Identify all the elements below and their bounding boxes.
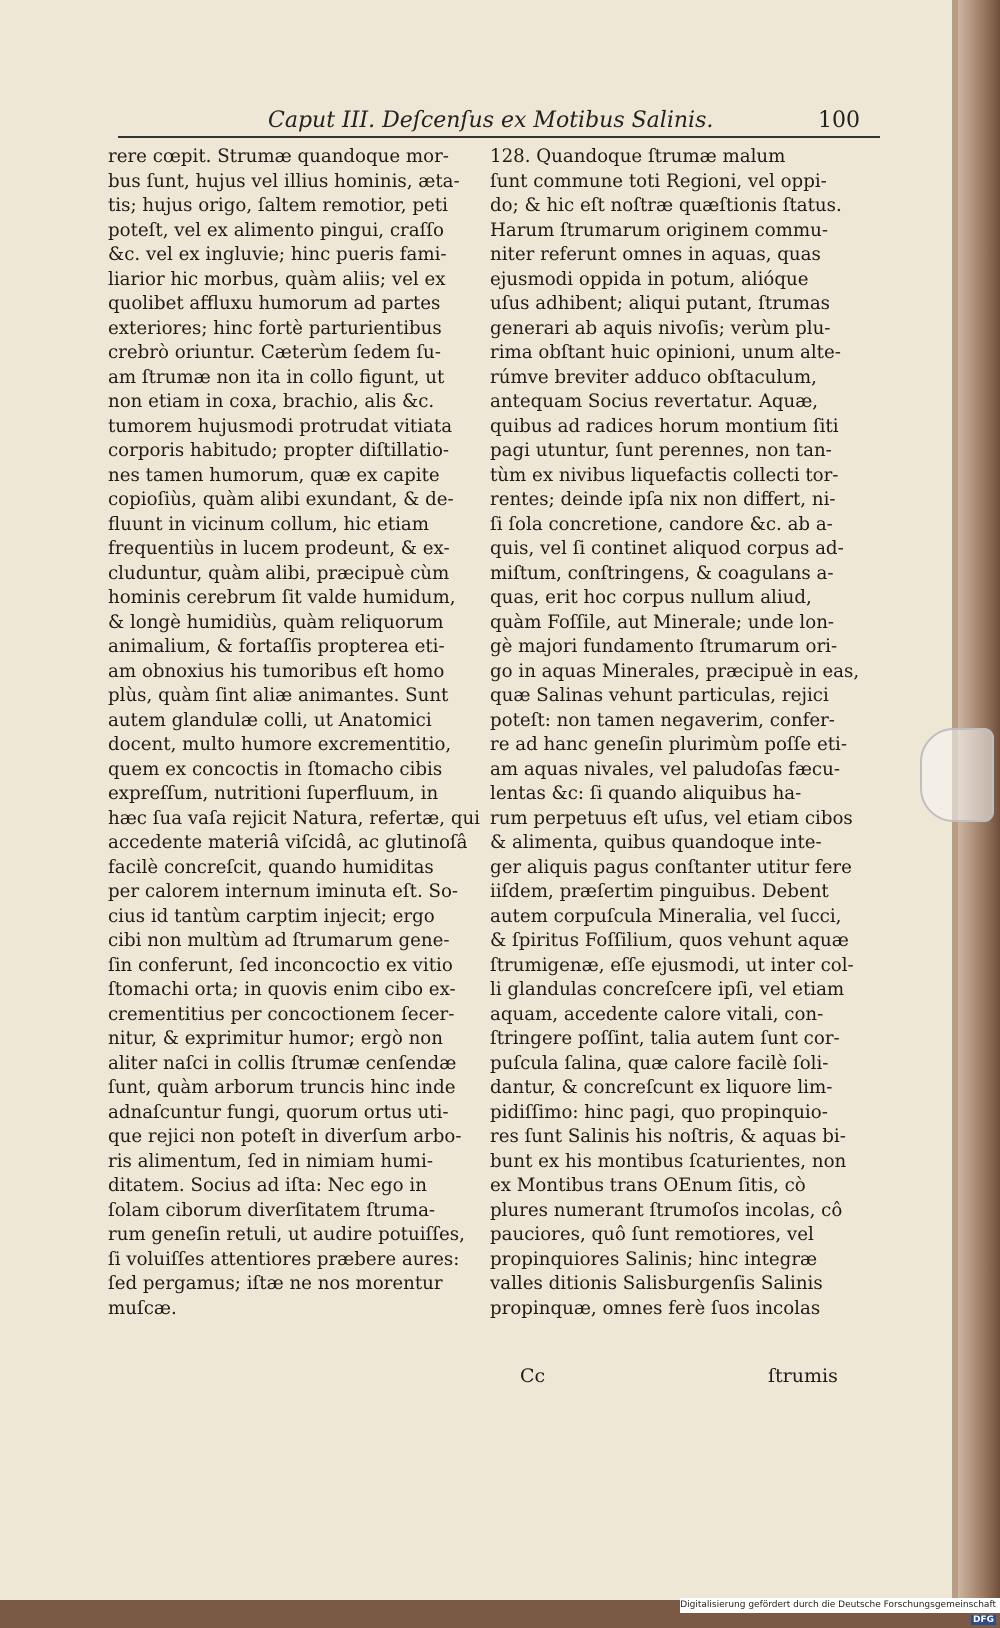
text-line: quis, vel ſi continet aliquod corpus ad- <box>490 538 844 559</box>
text-line: dantur, & concreſcunt ex liquore lim- <box>490 1077 833 1098</box>
text-line: am aquas nivales, vel paludoſas fæcu- <box>490 758 840 780</box>
dfg-logo: DFG <box>972 1615 994 1625</box>
text-line: ſunt, quàm arborum truncis hinc inde <box>108 1077 456 1098</box>
text-line: pagi utuntur, ſunt perennes, non tan- <box>490 440 832 461</box>
running-header <box>118 100 878 140</box>
text-line: fluunt in vicinum collum, hic etiam <box>108 513 429 535</box>
text-line: &c. vel ex ingluvie; hinc pueris fami- <box>108 244 447 265</box>
text-line: tùm ex nivibus liquefactis collecti tor- <box>490 464 839 486</box>
text-line: bunt ex his montibus ſcaturientes, non <box>490 1150 847 1172</box>
text-line: autem corpuſcula Mineralia, vel ſucci, <box>490 905 842 927</box>
text-line: poteſt, vel ex alimento pingui, craſſo <box>108 219 444 241</box>
text-line: nitur, & exprimitur humor; ergò non <box>108 1028 443 1049</box>
text-line: ex Montibus trans OEnum ſitis, cò <box>490 1175 806 1196</box>
text-line: ſolam ciborum diverſitatem ſtruma- <box>108 1199 436 1221</box>
text-line: facilè concreſcit, quando humiditas <box>108 856 434 878</box>
text-line: gè majori fundamento ſtrumarum ori- <box>490 636 838 657</box>
text-line: muſcæ. <box>108 1297 177 1319</box>
text-line: accedente materiâ viſcidâ, ac glutinoſâ <box>108 832 468 853</box>
text-line: animalium, & fortaſſis propterea eti- <box>108 636 445 657</box>
text-line: li glandulas concreſcere ipſi, vel etiam <box>490 979 845 1000</box>
text-line: 128. Quandoque ſtrumæ malum <box>490 146 786 167</box>
signature-mark: Cc <box>520 1365 546 1387</box>
text-line: bus ſunt, hujus vel illius hominis, æta- <box>108 170 460 192</box>
text-line: pidiſſimo: hinc pagi, quo propinquio- <box>490 1101 828 1123</box>
digitization-footer <box>680 1598 1000 1625</box>
text-line: rúmve breviter adduco obſtaculum, <box>490 366 817 388</box>
text-line: nes tamen humorum, quæ ex capite <box>108 464 440 486</box>
text-line: am ſtrumæ non ita in collo figunt, ut <box>108 366 445 388</box>
text-line: uſus adhibent; aliqui putant, ſtrumas <box>490 293 831 314</box>
text-line: cluduntur, quàm alibi, præcipuè cùm <box>108 562 450 584</box>
text-line: rum geneſin retuli, ut audire potuiſſes, <box>108 1224 465 1245</box>
text-line: aquam, accedente calore vitali, con- <box>490 1003 824 1025</box>
text-line: autem glandulæ colli, ut Anatomici <box>108 709 432 731</box>
text-line: propinquiores Salinis; hinc integræ <box>490 1248 818 1270</box>
text-line: re ad hanc geneſin plurimùm poſſe eti- <box>490 734 847 755</box>
text-line: hominis cerebrum ſit valde humidum, <box>108 587 456 608</box>
text-line: corporis habitudo; propter diſtillatio- <box>108 440 450 461</box>
right-column <box>490 145 870 1321</box>
catchword: ſtrumis <box>768 1365 838 1387</box>
text-line: exteriores; hinc fortè parturientibus <box>108 317 442 339</box>
text-line: plùs, quàm ſint aliæ animantes. Sunt <box>108 685 449 706</box>
text-line: ſtrumigenæ, eſſe ejusmodi, ut inter col- <box>490 954 854 976</box>
text-line: docent, multo humore excrementitio, <box>108 734 452 755</box>
text-line: ſed pergamus; iſtæ ne nos morentur <box>108 1273 443 1294</box>
text-line: Harum ſtrumarum originem commu- <box>490 219 829 241</box>
text-line: lentas &c: ſi quando aliquibus ha- <box>490 783 802 804</box>
text-line: niter referunt omnes in aquas, quas <box>490 244 821 265</box>
text-line: ejusmodi oppida in potum, alióque <box>490 268 809 290</box>
text-line: copioſiùs, quàm alibi exundant, & de- <box>108 489 454 510</box>
text-line: quibus ad radices horum montium ſiti <box>490 415 839 437</box>
text-line: ris alimentum, ſed in nimiam humi- <box>108 1150 433 1172</box>
text-line: tumorem hujusmodi protrudat vitiata <box>108 415 453 437</box>
text-line: go in aquas Minerales, præcipuè in eas, <box>490 660 860 682</box>
text-line: iiſdem, præſertim pinguibus. Debent <box>490 881 829 902</box>
text-line: & alimenta, quibus quandoque inte- <box>490 832 822 853</box>
text-line: rum perpetuus eſt uſus, vel etiam cibos <box>490 807 853 829</box>
text-line: propinquæ, omnes ferè ſuos incolas <box>490 1297 821 1319</box>
text-line: quas, erit hoc corpus nullum aliud, <box>490 587 812 608</box>
text-line: rima obſtant huic opinioni, unum alte- <box>490 342 841 363</box>
text-line: valles ditionis Salisburgenſis Salinis <box>490 1273 823 1294</box>
text-line: ditatem. Socius ad iſta: Nec ego in <box>108 1175 427 1196</box>
text-line: frequentiùs in lucem prodeunt, & ex- <box>108 538 450 559</box>
text-line: que rejici non poteſt in diverſum arbo- <box>108 1126 462 1147</box>
running-title: Caput III. Deſcenſus ex Motibus Salinis. <box>268 108 714 133</box>
text-line: cibi non multùm ad ſtrumarum gene- <box>108 930 450 951</box>
text-line: ſunt commune toti Regioni, vel oppi- <box>490 170 827 192</box>
header-rule <box>118 136 880 138</box>
left-column <box>108 145 488 1321</box>
text-line: generari ab aquis nivoſis; verùm plu- <box>490 317 831 339</box>
text-line: tis; hujus origo, ſaltem remotior, peti <box>108 195 448 216</box>
text-line: quæ Salinas vehunt particulas, rejici <box>490 685 829 706</box>
text-line: plures numerant ſtrumoſos incolas, cô <box>490 1199 843 1221</box>
text-line: & ſpiritus Foſſilium, quos vehunt aquæ <box>490 930 849 951</box>
text-line: liarior hic morbus, quàm aliis; vel ex <box>108 268 446 290</box>
text-line: aliter naſci in collis ſtrumæ cenſendæ <box>108 1052 457 1074</box>
text-line: per calorem internum iminuta eſt. So- <box>108 881 459 902</box>
text-line: pauciores, quô ſunt remotiores, vel <box>490 1224 814 1245</box>
text-line: ſi ſola concretione, candore &c. ab a- <box>490 513 833 535</box>
text-line: hæc ſua vaſa rejicit Natura, refertæ, qui <box>108 807 480 829</box>
text-line: miſtum, conſtringens, & coagulans a- <box>490 562 834 584</box>
text-line: non etiam in coxa, brachio, alis &c. <box>108 391 435 412</box>
text-line: quolibet affluxu humorum ad partes <box>108 293 441 314</box>
text-line: ſtringere poſſint, talia autem ſunt cor- <box>490 1028 840 1049</box>
text-line: antequam Socius revertatur. Aquæ, <box>490 391 819 412</box>
footer-credit: Digitalisierung gefördert durch die Deutsche Forschungsgemeinschaft <box>680 1600 996 1610</box>
text-line: quàm Foſſile, aut Minerale; unde lon- <box>490 611 835 633</box>
text-line: cius id tantùm carptim injecit; ergo <box>108 905 435 927</box>
text-line: am obnoxius his tumoribus eſt homo <box>108 660 445 682</box>
text-line: quem ex concoctis in ſtomacho cibis <box>108 758 443 780</box>
text-line: ſtomachi orta; in quovis enim cibo ex- <box>108 979 456 1000</box>
text-line: ſin conferunt, ſed inconcoctio ex vitio <box>108 954 453 976</box>
page-clip <box>920 728 994 822</box>
text-line: adnaſcuntur fungi, quorum ortus uti- <box>108 1101 449 1123</box>
text-line: crebrò oriuntur. Cæterùm ſedem ſu- <box>108 342 441 363</box>
text-line: rentes; deinde ipſa nix non differt, ni- <box>490 489 836 510</box>
text-line: ſi voluiſſes attentiores præbere aures: <box>108 1248 460 1270</box>
text-line: res ſunt Salinis his noſtris, & aquas bi- <box>490 1126 846 1147</box>
page-number: 100 <box>818 108 860 133</box>
text-line: do; & hic eſt noſtræ quæſtionis ſtatus. <box>490 195 842 216</box>
text-line: expreſſum, nutritioni ſuperfluum, in <box>108 783 439 804</box>
text-line: rere cœpit. Strumæ quandoque mor- <box>108 146 449 167</box>
text-line: poteſt: non tamen negaverim, confer- <box>490 709 835 731</box>
text-line: puſcula ſalina, quæ calore facilè ſoli- <box>490 1052 829 1074</box>
text-line: ger aliquis pagus conſtanter utitur fere <box>490 856 852 878</box>
text-line: crementitius per concoctionem ſecer- <box>108 1003 455 1025</box>
text-line: & longè humidiùs, quàm reliquorum <box>108 611 444 633</box>
